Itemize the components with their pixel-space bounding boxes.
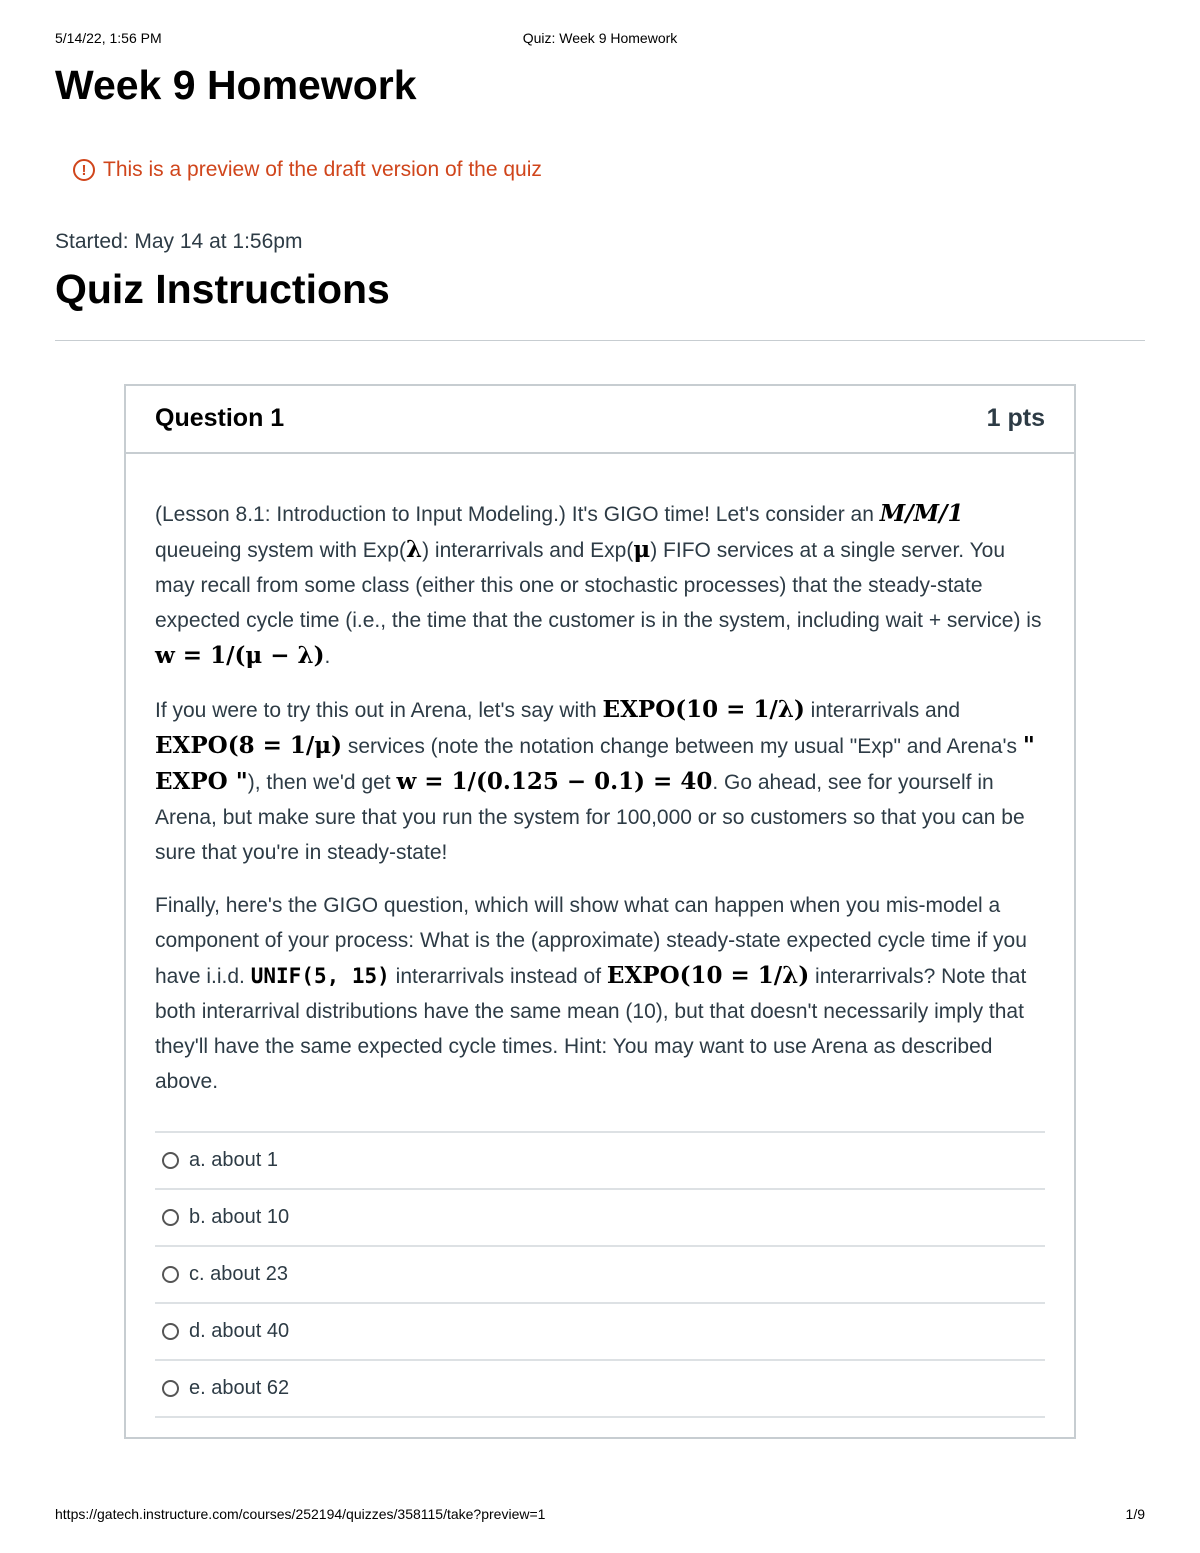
math-unif: UNIF(5, 15) (250, 964, 390, 988)
text-segment: interarrivals and (804, 699, 961, 722)
answer-option-b[interactable] (155, 1188, 1045, 1245)
preview-alert (73, 158, 542, 182)
text-segment: ) interarrivals and Exp( (422, 539, 634, 562)
text-segment: queueing system with Exp( (155, 539, 406, 562)
math-mm1: M/M/1 (879, 500, 964, 527)
answer-option-e[interactable] (155, 1359, 1045, 1418)
text-segment: . Go ahead, see for yourself in Arena, but make sure that you run the system for 100,000 or so customers so that you can be sure that you're in steady-state! (155, 771, 1025, 864)
quiz-instructions-title: Quiz Instructions (55, 266, 390, 312)
text-segment: interarrivals instead of (389, 965, 607, 988)
radio-button[interactable] (162, 1266, 179, 1283)
math-lambda: λ (405, 536, 423, 563)
preview-alert-text: This is a preview of the draft version of the quiz (103, 158, 542, 181)
math-mu: μ (633, 536, 651, 563)
math-expo-services: EXPO(8 = 1/μ) (155, 732, 342, 759)
print-header (55, 30, 1145, 50)
print-doc-title: Quiz: Week 9 Homework (522, 30, 678, 46)
radio-button[interactable] (162, 1209, 179, 1226)
answer-label[interactable]: a. about 1 (189, 1149, 278, 1171)
question-card (124, 384, 1076, 1439)
started-timestamp: Started: May 14 at 1:56pm (55, 230, 303, 253)
answer-label[interactable]: c. about 23 (189, 1263, 288, 1285)
math-w-result: w = 1/(0.125 − 0.1) = 40 (396, 768, 713, 795)
radio-button[interactable] (162, 1152, 179, 1169)
text-segment: services (note the notation change between my usual "Exp" and Arena's (342, 735, 1023, 758)
math-expo-quoted: " EXPO " (155, 732, 1035, 795)
question-points: 1 pts (986, 404, 1045, 432)
radio-button[interactable] (162, 1323, 179, 1340)
math-expo-arrivals: EXPO(10 = 1/λ) (602, 696, 805, 723)
radio-button[interactable] (162, 1380, 179, 1397)
answer-option-a[interactable] (155, 1131, 1045, 1188)
answer-list (155, 1131, 1045, 1418)
text-segment: ) FIFO services at a single server. You may recall from some class (either this one or stochastic processes) that the steady-state expected cycle time (i.e., the time that the customer is in the system, including wait + service) is (155, 539, 1042, 632)
page-title: Week 9 Homework (55, 62, 417, 108)
print-footer (55, 1506, 1145, 1526)
text-segment: Finally, here's the GIGO question, which will show what can happen when you mis-model a component of your process: What is the (approximate) steady-state expected cycle time if you have i.i.d. (155, 894, 1027, 988)
print-page-number: 1/9 (1125, 1506, 1145, 1522)
exclamation-circle-icon: ! (73, 159, 95, 181)
answer-option-c[interactable] (155, 1245, 1045, 1302)
question-text (155, 496, 1045, 1117)
question-header (126, 386, 1074, 454)
text-segment: (Lesson 8.1: Introduction to Input Modeling.) It's GIGO time! Let's consider an (155, 503, 874, 526)
answer-label[interactable]: b. about 10 (189, 1206, 290, 1228)
print-datetime: 5/14/22, 1:56 PM (55, 30, 162, 46)
question-title: Question 1 (155, 404, 285, 432)
text-segment: If you were to try this out in Arena, let's say with (155, 699, 603, 722)
text-segment: ), then we'd get (247, 771, 397, 794)
question-paragraph-3 (155, 888, 1045, 1099)
math-w-formula: w = 1/(μ − λ) (155, 642, 325, 669)
answer-option-d[interactable] (155, 1302, 1045, 1359)
print-url: https://gatech.instructure.com/courses/252194/quizzes/358115/take?preview=1 (55, 1506, 546, 1522)
text-segment: . (324, 645, 331, 668)
math-expo-arrivals-2: EXPO(10 = 1/λ) (606, 962, 810, 989)
question-paragraph-1 (155, 496, 1045, 674)
divider (55, 340, 1145, 341)
answer-label[interactable]: e. about 62 (189, 1377, 290, 1399)
question-paragraph-2 (155, 692, 1045, 870)
text-segment: interarrivals? Note that both interarrival distributions have the same mean (10), but that doesn't necessarily imply that they'll have the same expected cycle times. Hint: You may want to use Arena as described above. (155, 965, 1027, 1093)
answer-label[interactable]: d. about 40 (189, 1320, 290, 1342)
